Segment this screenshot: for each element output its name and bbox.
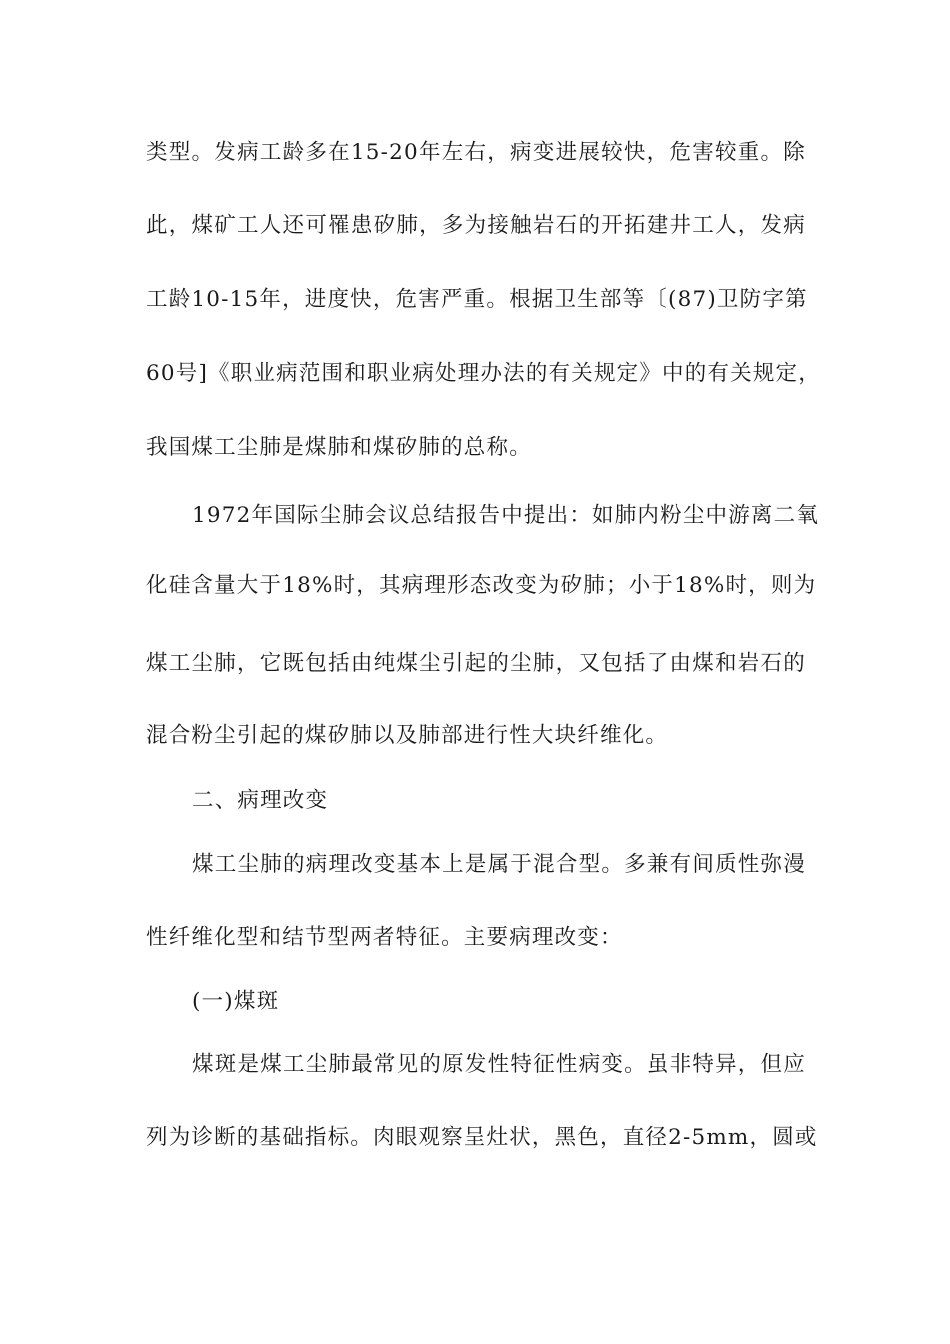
section-heading: 二、病理改变 — [192, 788, 329, 813]
text-line: 工龄10-15年，进度快，危害严重。根据卫生部等〔(87)卫防字第 — [146, 287, 808, 312]
text-line: 此，煤矿工人还可罹患矽肺，多为接触岩石的开拓建井工人，发病 — [146, 213, 806, 238]
text-line: 类型。发病工龄多在15-20年左右，病变进展较快，危害较重。除 — [146, 140, 806, 165]
text-line: 煤斑是煤工尘肺最常见的原发性特征性病变。虽非特异，但应 — [192, 1052, 806, 1077]
text-line: 煤工尘肺，它既包括由纯煤尘引起的尘肺，又包括了由煤和岩石的 — [146, 651, 806, 676]
text-line: 混合粉尘引起的煤矽肺以及肺部进行性大块纤维化。 — [146, 723, 669, 748]
text-line: 1972年国际尘肺会议总结报告中提出：如肺内粉尘中游离二氧 — [192, 503, 820, 528]
text-line: 化硅含量大于18%时，其病理形态改变为矽肺；小于18%时，则为 — [146, 573, 817, 598]
text-line: 性纤维化型和结节型两者特征。主要病理改变： — [146, 925, 623, 950]
text-line: 煤工尘肺的病理改变基本上是属于混合型。多兼有间质性弥漫 — [192, 852, 806, 877]
subsection-heading: (一)煤斑 — [192, 989, 280, 1014]
text-line: 60号]《职业病范围和职业病处理办法的有关规定》中的有关规定， — [146, 361, 821, 386]
text-line: 我国煤工尘肺是煤肺和煤矽肺的总称。 — [146, 435, 532, 460]
text-line: 列为诊断的基础指标。肉眼观察呈灶状，黑色，直径2-5mm，圆或 — [146, 1125, 818, 1150]
